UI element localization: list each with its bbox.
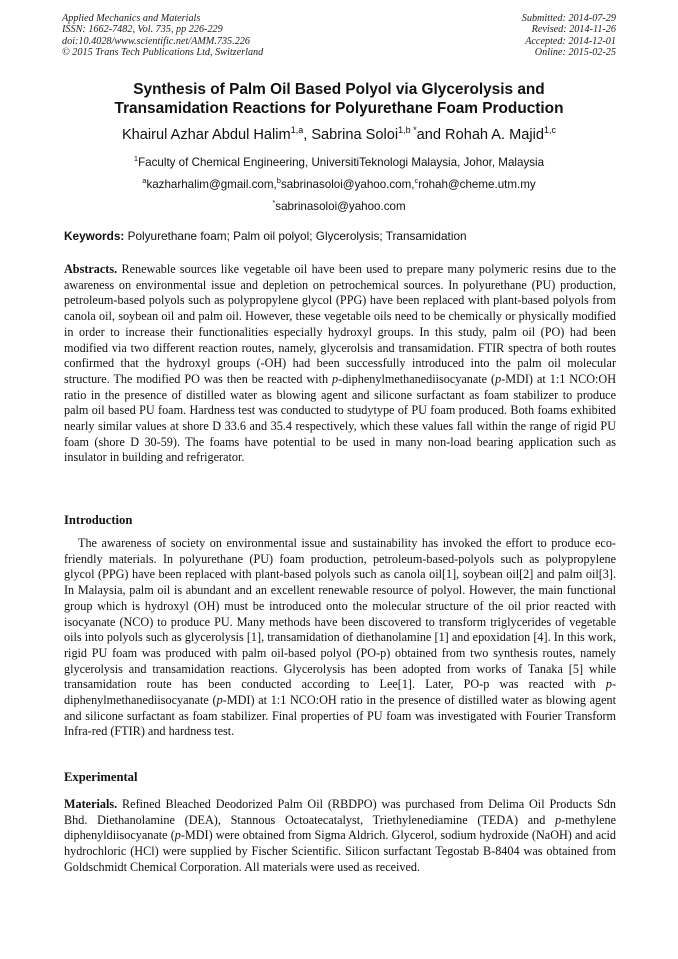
email-b-marker: b xyxy=(276,176,281,185)
corresponding-marker: * xyxy=(272,198,276,207)
keywords-text: Polyurethane foam; Palm oil polyol; Glycerolysis; Transamidation xyxy=(124,229,467,243)
author-3: and Rohah A. Majid xyxy=(416,127,545,143)
paper-title xyxy=(40,80,638,118)
materials-paragraph xyxy=(64,797,616,876)
abstract-section xyxy=(64,262,616,466)
materials-text-3: -MDI) were obtained from Sigma Aldrich. Glycerol, sodium hydroxide (NaOH) and acid hydrochloric (HCl) were supplied by Fischer Scientific. Silicon surfactant Tegostab B-8404 was obtained from Goldschmidt Chemical Corporation. All materials were used as received. xyxy=(64,828,617,874)
keywords-line xyxy=(64,229,616,243)
materials-italic-2: p xyxy=(174,828,181,843)
intro-italic-2: p xyxy=(216,693,223,708)
materials-label: Materials. xyxy=(64,797,118,811)
abstract-text-2: -diphenylmethanediisocyanate ( xyxy=(338,371,496,386)
author-list xyxy=(40,126,638,144)
revised-date: Revised: 2014-11-26 xyxy=(531,24,616,36)
experimental-heading: Experimental xyxy=(64,770,138,784)
materials-text-2: -methylene diphenyldiisocyanate ( xyxy=(64,812,616,843)
accepted-date: Accepted: 2014-12-01 xyxy=(525,35,616,47)
email-c-marker: c xyxy=(414,176,419,185)
materials-text-1: Refined Bleached Deodorized Palm Oil (RBDPO) was purchased from Delima Oil Products Sdn Bhd. Diethanolamine (DEA), Stannous Octoatecatalyst, Triethylenediamine (TEDA) and xyxy=(64,797,616,827)
intro-text-3: -MDI) at 1:1 NCO:OH ratio in the presence of distilled water as blowing agent and silicone surfactant as foam stabilizer. Final properties of PU foam was investigated with Fourier Transform Infra-red (FTIR) and hardness test. xyxy=(64,693,616,739)
corresponding-email-address[interactable]: sabrinasoloi@yahoo.com xyxy=(275,200,406,213)
email-b[interactable]: sabrinasoloi@yahoo.com, xyxy=(280,178,415,191)
abstract-label: Abstracts. xyxy=(64,262,118,276)
author-2: Sabrina Soloi xyxy=(311,127,399,143)
submitted-date: Submitted: 2014-07-29 xyxy=(521,13,616,24)
author-emails xyxy=(40,178,638,192)
doi-line: doi:10.4028/www.scientific.net/AMM.735.226 xyxy=(62,35,250,47)
corresponding-email xyxy=(40,200,638,214)
title-line-2: Transamidation Reactions for Polyurethane Foam Production xyxy=(114,100,564,117)
author-separator: , xyxy=(303,127,312,143)
intro-italic-1: p xyxy=(605,677,612,692)
copyright-line: © 2015 Trans Tech Publications Ltd, Switzerland xyxy=(62,47,264,59)
affiliation xyxy=(40,156,638,170)
author-1: Khairul Azhar Abdul Halim xyxy=(121,127,291,143)
introduction-paragraph xyxy=(64,536,616,740)
keywords-label: Keywords: xyxy=(64,229,125,243)
materials-italic-1: p xyxy=(555,812,562,827)
header-right xyxy=(522,13,616,59)
email-a[interactable]: kazharhalim@gmail.com, xyxy=(146,178,277,191)
abstract-italic-1: p xyxy=(332,371,339,386)
email-c[interactable]: rohah@cheme.utm.my xyxy=(418,178,536,191)
affiliation-text: Faculty of Chemical Engineering, UniversitiTeknologi Malaysia, Johor, Malaysia xyxy=(138,156,545,169)
abstract-paragraph xyxy=(64,262,616,466)
online-date: Online: 2015-02-25 xyxy=(534,47,616,59)
author-2-affil: 1,b * xyxy=(398,125,417,135)
intro-text-1: The awareness of society on environmental issue and sustainability has invoked the effort to produce eco-friendly materials. In polyurethane (PU) foam production, petroleum-based-polyols such as polypropylene glycol (PPG) have been replaced with plant-based polyols such as canola oil[1], soybean oil[2] and palm oil[3]. In Malaysia, palm oil is abundant and an excellent renewable resource of polyol. However, the main functional group which is hydroxyl (OH) must be introduced onto the molecular structure of the oil prior reacted with isocyanate (NCO) to produce PU. Many methods have been discovered to transform triglycerides of vegetable oils into polyols such as glycerolysis [1], transamidation of diethanolamine [1] and epoxidation [4]. In this work, rigid PU foam was produced with palm oil-based polyol (PO-p) obtained from two synthesis routes, namely glycerolysis and transamidation reactions. Glycerolysis has been adopted from works of Tanaka [5] while transamidation route has been conducted according to Lee[1]. Later, PO-p was reacted with xyxy=(64,536,616,692)
abstract-italic-2: p xyxy=(495,371,502,386)
introduction-heading: Introduction xyxy=(64,513,133,527)
email-a-marker: a xyxy=(142,176,147,185)
abstract-text-3: -MDI) at 1:1 NCO:OH ratio in the presence of distilled water as blowing agent and silicone surfactant as foam stabilizer to produce palm oil based PU foam. Hardness test was conducted to studytype of PU foam produced. Both foams exhibited nearly similar values at shore D 33.6 and 35.4 respectively, which these values fall within the range of rigid PU foam (shore D 30-59). The foams have potential to be used in many non-load bearing application such as insulator in building and refrigerator. xyxy=(64,371,616,465)
title-line-1: Synthesis of Palm Oil Based Polyol via Glycerolysis and xyxy=(133,81,545,98)
header-left xyxy=(62,13,263,59)
introduction-section xyxy=(64,536,616,740)
intro-text-2: -diphenylmethanediisocyanate ( xyxy=(64,677,616,708)
materials-section xyxy=(64,797,616,876)
author-3-affil: 1,c xyxy=(544,125,557,135)
abstract-text-1: Renewable sources like vegetable oil have been used to prepare many polymeric resins due to the awareness on environmental issue and depletion on petrochemical sources. In polyurethane (PU) production, petroleum-based polyols such as polypropylene glycol (PPG) have been replaced with plant-based polyols from canola oil, soybean oil and palm oil. However, these vegetable oils need to be chemically or physically modified in order to increase their functionalities especially hydroxyl groups. In this study, palm oil (PO) had been modified via two different reaction routes, namely, glycerolsis and transamidation. FTIR spectra of both routes confirmed that the hydroxyl groups (-OH) had been successfully introduced into the palm oil molecular structure. The modified PO was then be reacted with xyxy=(64,262,616,386)
journal-name: Applied Mechanics and Materials xyxy=(62,13,201,24)
issn-line: ISSN: 1662-7482, Vol. 735, pp 226-229 xyxy=(62,24,223,36)
affiliation-number: 1 xyxy=(133,154,139,163)
author-1-affil: 1,a xyxy=(290,125,304,135)
